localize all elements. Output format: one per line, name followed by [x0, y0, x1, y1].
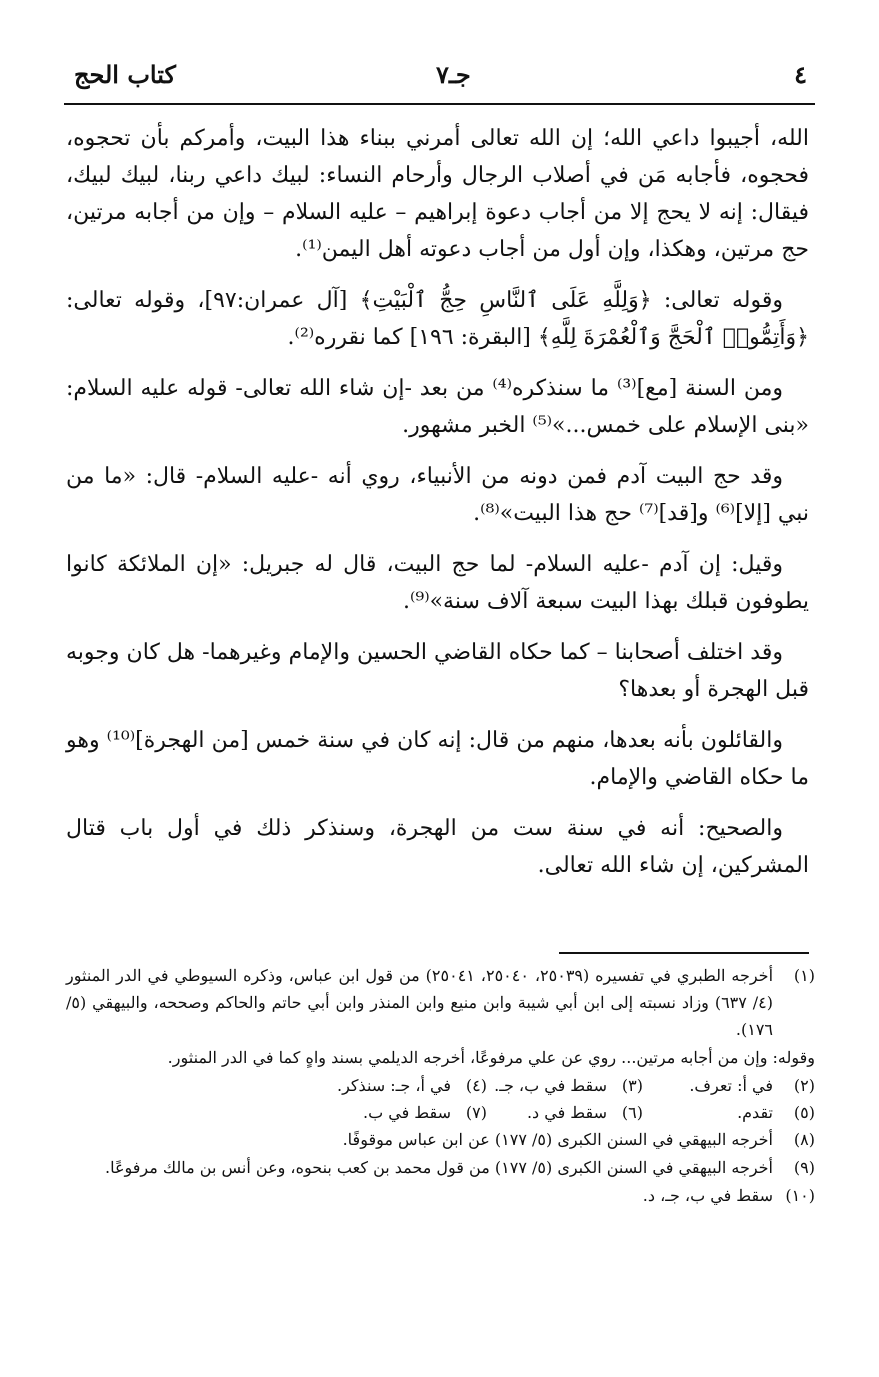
- book-title: كتاب الحج: [74, 60, 176, 89]
- header-rule: [64, 103, 815, 105]
- volume-label: جـ٧: [436, 60, 471, 89]
- footnote: [66, 1126, 815, 1153]
- paragraph: وقد حج البيت آدم فمن دونه من الأنبياء، روي أنه -عليه السلام- قال: «ما من نبي [إلا]⁽⁶⁾ و[قد]⁽⁷⁾ حج هذا البيت»⁽⁸⁾.: [66, 464, 809, 526]
- footnote-number: (٦): [621, 1103, 643, 1122]
- footnote-text: في أ: تعرف.: [689, 1076, 773, 1095]
- footnote-number: (٤): [465, 1076, 487, 1095]
- paragraph: وقد اختلف أصحابنا – كما حكاه القاضي الحسين والإمام وغيرهما- هل كان وجوبه قبل الهجرة أو بعدها؟: [66, 640, 809, 702]
- footnote-text: سقط في ب.: [363, 1103, 451, 1122]
- footnote: [66, 1154, 815, 1181]
- paragraph: والصحيح: أنه في سنة ست من الهجرة، وسنذكر ذلك في أول باب قتال المشركين، إن شاء الله تعالى.: [66, 816, 809, 878]
- paragraph: وقوله تعالى: ﴿وَلِلَّهِ عَلَى ٱلنَّاسِ حِجُّ ٱلْبَيْتِ﴾ [آل عمران:٩٧]، وقوله تعالى: ﴿وَأَتِمُّوا۟ ٱلْحَجَّ وَٱلْعُمْرَةَ لِلَّهِ﴾ [البقرة: ١٩٦] كما نقرره⁽²⁾.: [66, 288, 809, 350]
- footnote-text: سقط في د.: [526, 1103, 607, 1122]
- footnote-number: (٢): [793, 1076, 815, 1095]
- paragraph: ومن السنة [مع]⁽³⁾ ما سنذكره⁽⁴⁾ من بعد -إن شاء الله تعالى- قوله عليه السلام: «بنى الإسلام على خمس...»⁽⁵⁾ الخبر مشهور.: [66, 376, 809, 438]
- footnote-text: في أ، جـ: سنذكر.: [337, 1076, 451, 1095]
- paragraph: والقائلون بأنه بعدها، منهم من قال: إنه كان في سنة خمس [من الهجرة]⁽¹⁰⁾ وهو ما حكاه القاضي والإمام.: [66, 728, 809, 790]
- paragraph: الله، أجيبوا داعي الله؛ إن الله تعالى أمرني ببناء هذا البيت، وأمركم بأن تحجوه، فحجوه، فأجابه مَن في أصلاب الرجال وأرحام النساء: لبيك داعي ربنا، لبيك لبيك، فيقال: إنه لا يحج إلا من أجاب دعوة إبراهيم – عليه السلام – وإن من أجابه مرتين، حج مرتين، وهكذا، وإن أول من أجاب دعوته أهل اليمن⁽¹⁾.: [66, 126, 809, 262]
- footnote-group: [66, 1072, 815, 1099]
- footnote-text: سقط في ب، جـ، د.: [642, 1186, 773, 1205]
- footnote-number: (٩): [793, 1158, 815, 1177]
- footnote-text: أخرجه البيهقي في السنن الكبرى (٥/ ١٧٧) عن ابن عباس موقوفًا.: [342, 1130, 773, 1149]
- page-number: ٤: [794, 60, 807, 89]
- footnote-continuation: وقوله: وإن من أجابه مرتين... روي عن علي مرفوعًا، أخرجه الديلمي بسند واهٍ كما في الدر المنثور.: [167, 1048, 815, 1067]
- footnote-group: [66, 1099, 815, 1126]
- footnote-number: (٥): [793, 1103, 815, 1122]
- footnote-number: (٣): [621, 1076, 643, 1095]
- footnote-number: (٧): [465, 1103, 487, 1122]
- footnote-number: (٨): [793, 1130, 815, 1149]
- footnote: [66, 962, 815, 1043]
- footnote-text: أخرجه البيهقي في السنن الكبرى (٥/ ١٧٧) من قول محمد بن كعب بنحوه، وعن أنس بن مالك مرفوعًا.: [104, 1158, 773, 1177]
- footnote-number: (١٠): [785, 1186, 815, 1205]
- footnote-text: سقط في ب، جـ.: [494, 1076, 607, 1095]
- footnote-number: (١): [793, 966, 815, 985]
- main-text: [66, 120, 809, 898]
- footnote-separator: [559, 952, 809, 954]
- footnote: [66, 1182, 815, 1209]
- footnotes: [66, 962, 815, 1210]
- page-header: [64, 48, 815, 96]
- paragraph: وقيل: إن آدم -عليه السلام- لما حج البيت، قال له جبريل: «إن الملائكة كانوا يطوفون قبلك بهذا البيت سبعة آلاف سنة»⁽⁹⁾.: [66, 552, 809, 614]
- footnote-text: أخرجه الطبري في تفسيره (٢٥٠٣٩، ٢٥٠٤٠، ٢٥٠٤١) من قول ابن عباس، وذكره السيوطي في الدر المنثور (٤/ ٦٣٧) وزاد نسبته إلى ابن أبي شيبة وابن منيع وابن المنذر وابن أبي حاتم والحاكم وصححه، والبيهقي (٥/ ١٧٦).: [66, 966, 774, 1039]
- footnote-text: تقدم.: [737, 1103, 773, 1122]
